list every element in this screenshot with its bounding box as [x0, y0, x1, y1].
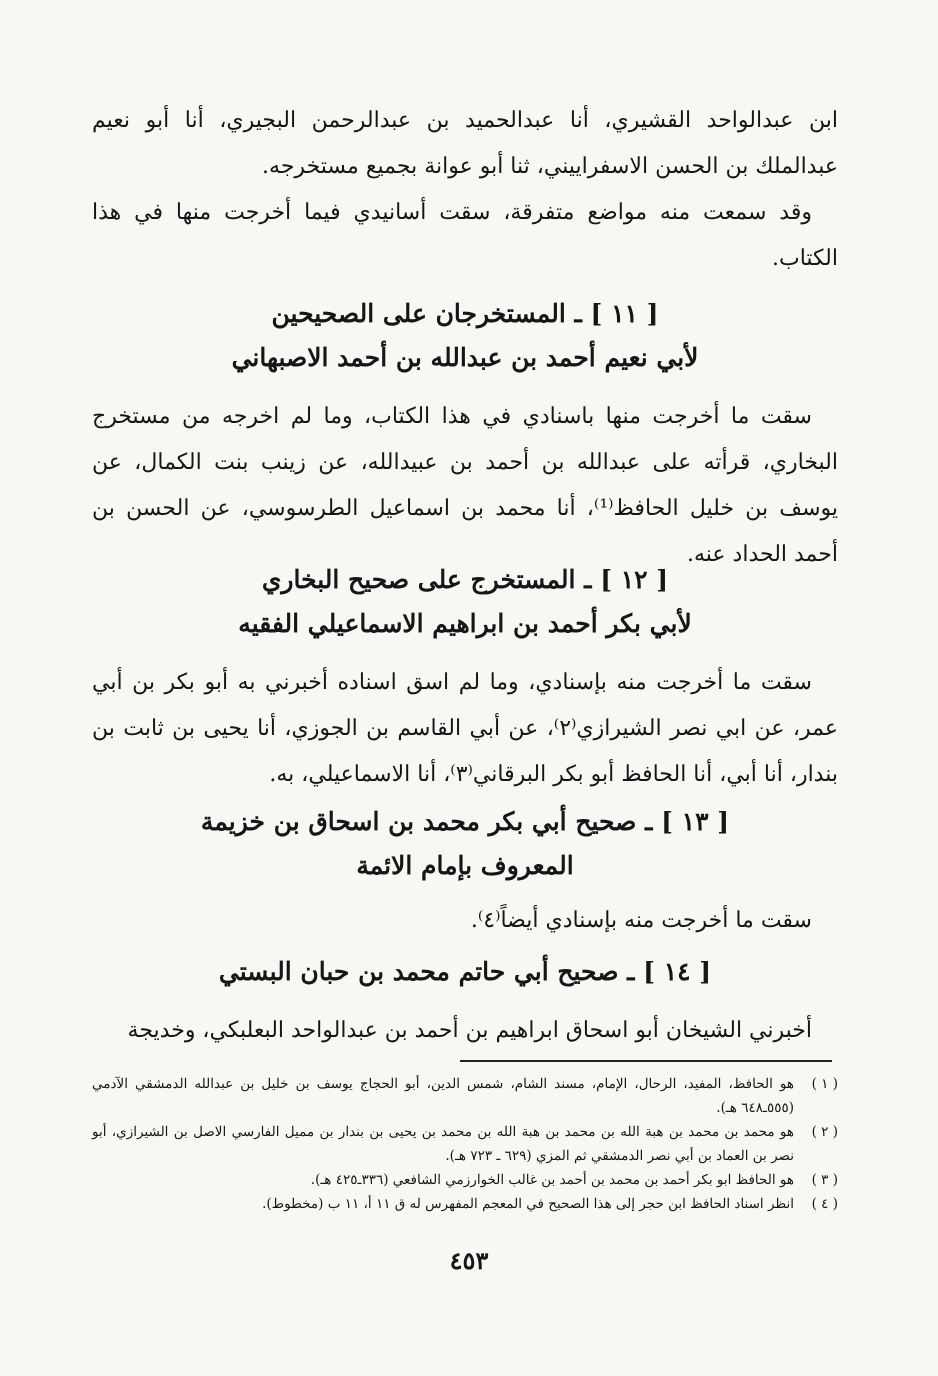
heading-11-title: [ ١١ ] ـ المستخرجان على الصحيحين — [271, 299, 659, 328]
paragraph-2: وقد سمعت منه مواضع متفرقة، سقت أسانيدي فيما أخرجت منها في هذا الكتاب. — [92, 200, 838, 271]
section-14-body — [92, 1008, 838, 1054]
footnote-number: ( ٤ ) — [811, 1196, 838, 1212]
paragraph-4: سقت ما أخرجت منه بإسنادي، وما لم اسق اسناده أخبرني به أبو بكر بن أبي عمر، عن ابي نصر الشيرازي⁽٢⁾، عن أبي القاسم بن الجوزي، أنا يحيى بن ثابت بن بندار، أنا أبي، أنا الحافظ أبو بكر البرقاني⁽٣⁾، أنا الاسماعيلي، به. — [92, 670, 838, 787]
section-heading-14 — [92, 950, 838, 994]
intro-paragraphs — [92, 98, 838, 282]
paragraph-1: ابن عبدالواحد القشيري، أنا عبدالحميد بن عبدالرحمن البجيري، أنا أبو نعيم عبدالملك بن الحسن الاسفراييني، ثنا أبو عوانة بجميع مستخرجه. — [92, 108, 838, 179]
paragraph-6: أخبرني الشيخان أبو اسحاق ابراهيم بن أحمد بن عبدالواحد البعلبكي، وخديجة — [127, 1018, 812, 1043]
heading-11-author: لأبي نعيم أحمد بن عبدالله بن أحمد الاصبهاني — [231, 343, 699, 372]
page-number: ٤٥٣ — [449, 1246, 489, 1275]
section-11-body — [92, 394, 838, 578]
footnote-number: ( ٣ ) — [811, 1172, 838, 1188]
heading-13-title: [ ١٣ ] ـ صحيح أبي بكر محمد بن اسحاق بن خزيمة — [200, 807, 730, 836]
heading-12-title: [ ١٢ ] ـ المستخرج على صحيح البخاري — [261, 565, 669, 594]
section-heading-12 — [92, 558, 838, 646]
section-heading-11 — [92, 292, 838, 380]
footnote — [92, 1168, 838, 1192]
heading-13-subtitle: المعروف بإمام الائمة — [356, 851, 574, 880]
heading-14-title: [ ١٤ ] ـ صحيح أبي حاتم محمد بن حبان البستي — [218, 957, 712, 986]
footnote-text: هو محمد بن محمد بن هبة الله بن محمد بن هبة الله بن محمد بن يحيى بن بندار بن مميل الفارسي الاصل بن الشيرازي، أبو نصر بن العماد بن أبي نصر الدمشقي ثم المزي (٦٢٩ ـ ٧٢٣ هـ). — [92, 1124, 794, 1164]
footnote — [92, 1072, 838, 1120]
footnote-text: انظر اسناد الحافظ ابن حجر إلى هذا الصحيح في المعجم المفهرس له ق ١١ أ، ١١ ب (مخطوط). — [262, 1196, 794, 1212]
footnote-number: ( ٢ ) — [811, 1124, 838, 1140]
section-12-body — [92, 660, 838, 798]
footnote-text: هو الحافظ ابو بكر أحمد بن محمد بن أحمد بن غالب الخوارزمي الشافعي (٣٣٦ـ٤٢٥ هـ). — [310, 1172, 794, 1188]
section-13-body — [92, 898, 838, 944]
heading-12-author: لأبي بكر أحمد بن ابراهيم الاسماعيلي الفقيه — [238, 609, 692, 638]
paragraph-5: سقت ما أخرجت منه بإسنادي أيضاً⁽٤⁾. — [470, 908, 812, 933]
section-heading-13 — [92, 800, 838, 888]
footnotes — [92, 1072, 838, 1216]
paragraph-3: سقت ما أخرجت منها باسنادي في هذا الكتاب، وما لم اخرجه من مستخرج البخاري، قرأته على عبدالله بن أحمد بن عبيدالله، عن زينب بنت الكمال، عن يوسف بن خليل الحافظ⁽¹⁾، أنا محمد بن اسماعيل الطرسوسي، عن الحسن بن أحمد الحداد عنه. — [92, 404, 838, 567]
footnote-text: هو الحافظ، المفيد، الرحال، الإمام، مسند الشام، شمس الدين، أبو الحجاج يوسف بن خليل بن عبدالله الدمشقي الآدمي (٥٥٥ـ٦٤٨ هـ). — [92, 1076, 794, 1116]
footnote — [92, 1120, 838, 1168]
footnote — [92, 1192, 838, 1216]
footnote-separator — [460, 1060, 832, 1062]
footnote-number: ( ١ ) — [811, 1076, 838, 1092]
